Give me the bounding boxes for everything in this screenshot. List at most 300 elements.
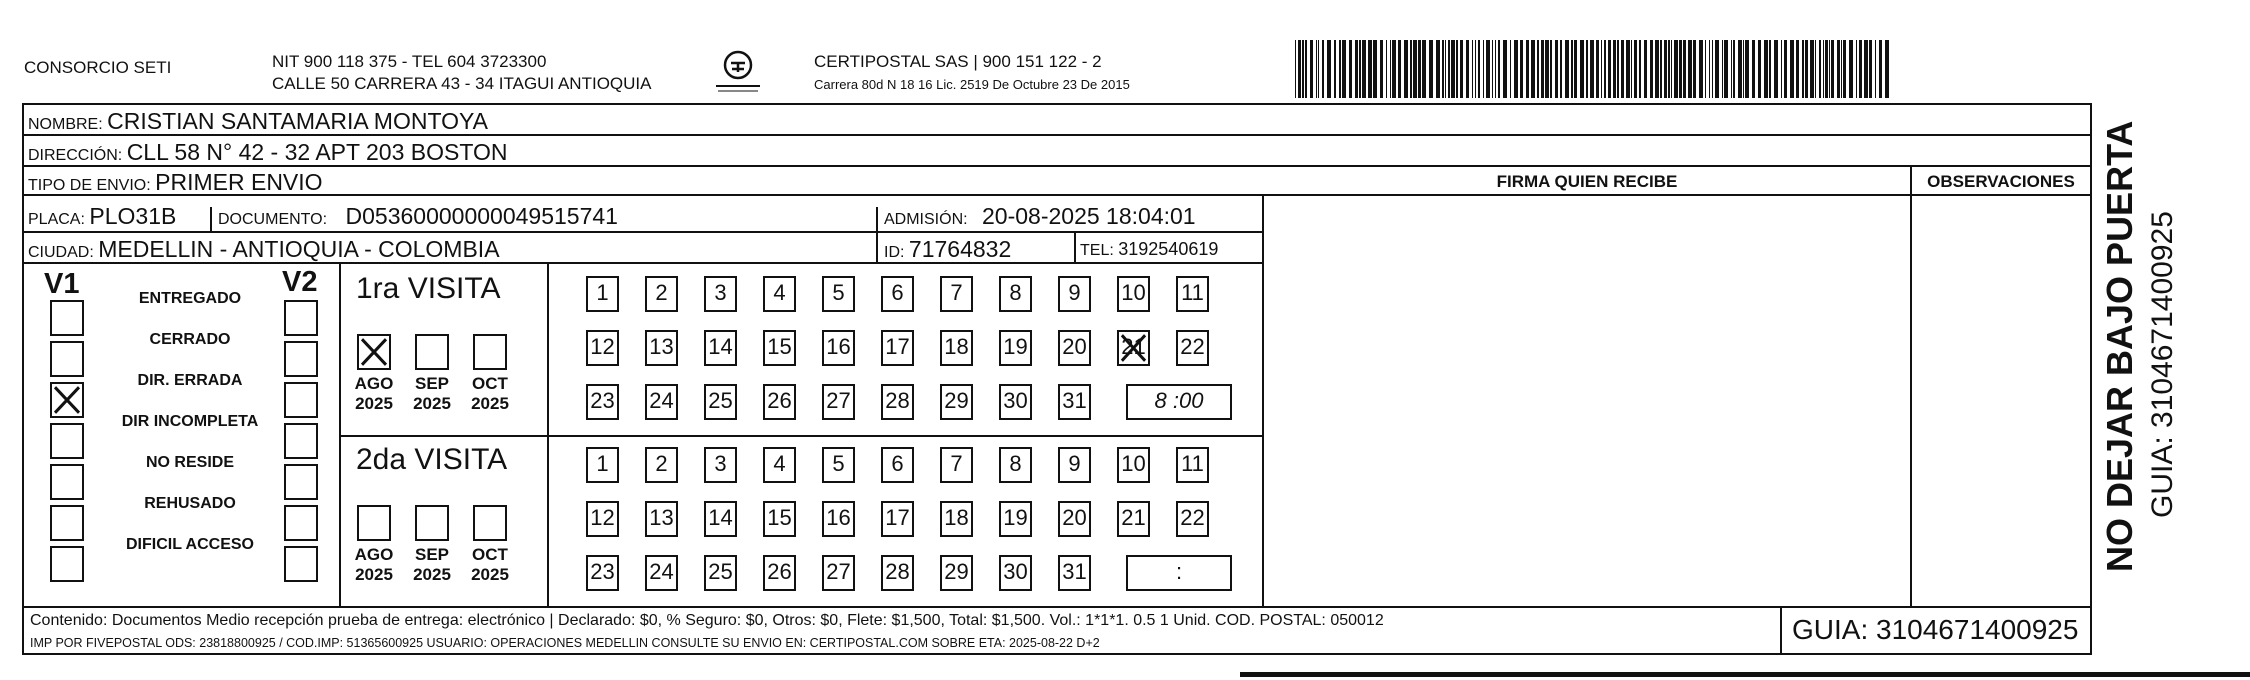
day-number: 17 [885,505,910,530]
barcode-bar [1545,40,1549,98]
day-number: 22 [1180,334,1205,359]
barcode-bar [1305,40,1307,98]
day-box[interactable] [999,384,1032,420]
barcode-bar [1864,40,1868,98]
v2-label: V2 [282,266,318,298]
day-number: 6 [891,451,904,476]
barcode-bar [1520,40,1523,98]
barcode-bar [1404,40,1408,98]
day-number: 12 [590,505,615,530]
address-line: CALLE 50 CARRERA 43 - 34 ITAGUI ANTIOQUIA [272,74,652,93]
v1-checkbox[interactable] [50,505,84,541]
day-box[interactable] [940,276,973,312]
day-number: 7 [950,280,963,305]
ciudad-field [28,236,500,263]
day-number: 2 [655,451,668,476]
time-box[interactable]: : [1126,555,1232,591]
status-label: DIR. ERRADA [137,372,243,389]
day-box[interactable] [1117,447,1150,483]
day-number: 8 [1009,451,1022,476]
barcode-bar [1359,40,1361,98]
barcode-bar [1859,40,1862,98]
barcode-bar [1688,40,1692,98]
day-box[interactable] [704,276,737,312]
day-box[interactable] [822,384,855,420]
day-box[interactable] [645,501,678,537]
barcode-bar [1392,40,1396,98]
barcode-bar [1724,40,1728,98]
barcode-bar [1580,40,1584,98]
day-number: 15 [767,505,792,530]
day-number: 22 [1180,505,1205,530]
observaciones-header: OBSERVACIONES [1927,172,2075,191]
id-field [884,236,1011,263]
v2-checkbox[interactable] [284,300,318,336]
time-box[interactable]: 8 :00 [1126,384,1232,420]
barcode-bar [1683,40,1686,98]
day-box[interactable] [881,276,914,312]
v1-label: V1 [44,268,80,300]
barcode-bar [1668,40,1670,98]
day-number: 1 [596,451,609,476]
day-box[interactable] [763,501,796,537]
day-box[interactable] [881,384,914,420]
barcode-bar [1644,40,1647,98]
day-box[interactable] [881,501,914,537]
barcode-bar [1571,40,1573,98]
day-box[interactable] [1176,276,1209,312]
barcode-bar [1819,40,1821,98]
month-checkbox[interactable] [357,334,391,370]
day-box[interactable] [940,330,973,366]
barcode-bar [1302,40,1304,98]
day-box[interactable] [999,330,1032,366]
barcode-bar [1310,40,1313,98]
status-label: ENTREGADO [138,290,242,307]
barcode-bar [1634,40,1637,98]
day-box[interactable] [1058,555,1091,591]
barcode-bar [1386,40,1387,98]
barcode-bar [1342,40,1346,98]
barcode-bar [1626,40,1630,98]
day-box[interactable] [763,555,796,591]
barcode-bar [1373,40,1377,98]
barcode-bar [1758,40,1761,98]
barcode-bar [1621,40,1624,98]
visit1-title: 1ra VISITA [356,272,501,305]
barcode-bar [1613,40,1616,98]
barcode-bar [1295,40,1296,98]
day-number: 9 [1068,280,1081,305]
barcode-bar [1475,40,1476,98]
day-number: 19 [1003,505,1028,530]
barcode-bar [1492,40,1493,98]
status-label: NO RESIDE [145,454,234,471]
barcode-bar [1738,40,1742,98]
day-box[interactable] [645,276,678,312]
day-number: 24 [649,388,674,413]
firma-header: FIRMA QUIEN RECIBE [1496,172,1678,191]
barcode-bar [1495,40,1496,98]
barcode-bar [1498,40,1500,98]
barcode-bar [1478,40,1480,98]
barcode-bar [1743,40,1744,98]
barcode-bar [1322,40,1324,98]
day-box[interactable] [940,555,973,591]
documento-value: D05360000000049515741 [345,203,618,229]
day-box[interactable] [881,447,914,483]
day-number: 29 [944,388,969,413]
v2-checkbox[interactable] [284,546,318,582]
barcode-bar [1550,40,1552,98]
documento-field [218,203,618,230]
placa-value: PLO31B [89,203,177,229]
barcode-bar [1769,40,1771,98]
day-number: 25 [708,559,733,584]
month-label [461,545,519,585]
placa-label: PLACA: [28,211,85,228]
day-box[interactable] [586,501,619,537]
day-box[interactable] [822,447,855,483]
day-box[interactable] [1117,276,1150,312]
day-number: 29 [944,559,969,584]
barcode-bar [1837,40,1840,98]
day-box[interactable] [881,330,914,366]
imp-line: IMP POR FIVEPOSTAL ODS: 23818800925 / COD.IMP: 51365600925 USUARIO: OPERACIONES MEDELLIN CONSULTE SU ENVIO EN: CERTIPOSTAL.COM SOBRE ETA: 2025-08-22 D+2 [30,636,1100,650]
barcode-bar [1790,40,1794,98]
barcode-bar [1514,40,1518,98]
day-number: 19 [1003,334,1028,359]
barcode-bar [1448,40,1450,98]
ciudad-label: CIUDAD: [28,244,94,261]
day-box[interactable] [704,447,737,483]
barcode-bar [1829,40,1830,98]
barcode-bar [1574,40,1577,98]
day-box[interactable] [763,276,796,312]
month-name: SEP [414,374,450,393]
day-number: 16 [826,334,851,359]
barcode-bar [1650,40,1653,98]
day-box[interactable] [704,555,737,591]
day-box[interactable] [1176,447,1209,483]
day-box[interactable] [1058,276,1091,312]
barcode-bar [1560,40,1562,98]
day-number: 20 [1062,505,1087,530]
barcode-bar [1843,40,1846,98]
barcode-bar [1398,40,1401,98]
paper-edge [1240,672,2250,677]
barcode-bar [1486,40,1490,98]
barcode-bar [1362,40,1366,98]
day-number: 5 [832,280,845,305]
day-box[interactable] [999,555,1032,591]
day-box[interactable] [763,384,796,420]
day-box[interactable] [645,384,678,420]
barcode-bar [1796,40,1799,98]
barcode-bar [1875,40,1876,98]
barcode-bar [1418,40,1421,98]
barcode-bar [1705,40,1706,98]
day-number: 18 [944,505,969,530]
license-line: Carrera 80d N 18 16 Lic. 2519 De Octubre 23 De 2015 [814,77,1130,92]
barcode-bar [1327,40,1331,98]
month-name: OCT [472,374,508,393]
day-number: 3 [714,280,727,305]
certipostal-line: CERTIPOSTAL SAS | 900 151 122 - 2 [814,52,1102,71]
day-box[interactable] [586,384,619,420]
month-label [403,545,461,585]
month-name: AGO [354,545,394,564]
v2-checkbox[interactable] [284,505,318,541]
day-number: 30 [1003,388,1028,413]
barcode-bar [1436,40,1440,98]
barcode-bar [1460,40,1463,98]
barcode-bar [1298,40,1301,98]
barcode-bar [1781,40,1782,98]
barcode-bar [1752,40,1755,98]
barcode-bar [1390,40,1391,98]
nit-line: NIT 900 118 375 - TEL 604 3723300 [272,52,547,71]
day-number: 25 [708,388,733,413]
day-number: 10 [1121,451,1146,476]
barcode-bar [1466,40,1469,98]
barcode-bar [1815,40,1816,98]
contenido-line: Contenido: Documentos Medio recepción prueba de entrega: electrónico | Declarado: $0, % Seguro: $0, Otros: $0, Flete: $1,500, Total: $1,500. Vol.: 1*1*1. 0.5 1 Unid. COD. POSTAL: 050012 [30,612,1384,629]
barcode-bar [1604,40,1606,98]
day-box[interactable] [645,555,678,591]
barcode-bar [1655,40,1659,98]
barcode-bar [1733,40,1735,98]
month-label [403,374,461,414]
barcode-bar [1849,40,1853,98]
day-number: 20 [1062,334,1087,359]
month-checkbox[interactable] [415,505,449,541]
day-number: 18 [944,334,969,359]
barcode-bar [1422,40,1426,98]
barcode-bar [1510,40,1511,98]
day-box[interactable] [881,555,914,591]
barcode-bar [1679,40,1682,98]
barcode-bar [1503,40,1507,98]
day-box[interactable] [763,447,796,483]
status-label: DIFICIL ACCESO [125,536,254,553]
barcode-bar [1802,40,1804,98]
day-number: 27 [826,388,851,413]
day-number: 27 [826,559,851,584]
v1-checkbox[interactable] [50,423,84,459]
day-number: 28 [885,388,910,413]
day-number: 31 [1062,388,1087,413]
month-year: 2025 [355,394,393,413]
v1-checkbox[interactable] [50,300,84,336]
month-label [345,545,403,585]
v1-checkbox[interactable] [50,382,84,418]
day-number: 1 [596,280,609,305]
v2-checkbox[interactable] [284,464,318,500]
barcode-bar [1784,40,1787,98]
barcode-bar [1596,40,1599,98]
guia-footer: GUIA: 3104671400925 [1792,614,2079,645]
day-box[interactable] [822,555,855,591]
month-year: 2025 [413,394,451,413]
direccion-value: CLL 58 N° 42 - 32 APT 203 BOSTON [126,139,508,165]
v2-checkbox[interactable] [284,341,318,377]
day-box[interactable] [822,330,855,366]
barcode-bar [1413,40,1417,98]
day-box[interactable] [999,447,1032,483]
barcode-bar [1660,40,1662,98]
barcode-bar [1764,40,1768,98]
day-number: 31 [1062,559,1087,584]
barcode-bar [1410,40,1412,98]
v1-checkbox[interactable] [50,464,84,500]
v1-checkbox[interactable] [50,341,84,377]
day-box[interactable] [1117,330,1150,366]
barcode-bar [1472,40,1473,98]
company-name: CONSORCIO SETI [24,58,172,77]
day-box[interactable] [645,330,678,366]
day-box[interactable] [1176,501,1209,537]
barcode-bar [1805,40,1808,98]
status-label: DIR INCOMPLETA [121,413,259,430]
tipo-envio-value: PRIMER ENVIO [155,169,323,195]
tipo-envio-field [28,169,323,196]
month-year: 2025 [355,565,393,584]
barcode-bar [1318,40,1319,98]
barcode-bar [1745,40,1749,98]
day-box[interactable] [586,555,619,591]
placa-field [28,203,176,230]
admision-field [884,203,1196,230]
day-box[interactable] [704,384,737,420]
month-name: AGO [354,374,394,393]
v2-checkbox[interactable] [284,423,318,459]
barcode-bar [1712,40,1713,98]
barcode-bar [1339,40,1341,98]
month-year: 2025 [413,565,451,584]
barcode-bar [1693,40,1696,98]
month-checkbox[interactable] [415,334,449,370]
tel-label: TEL: [1080,242,1114,259]
barcode-bar [1856,40,1857,98]
barcode-bar [1731,40,1732,98]
day-box[interactable] [822,276,855,312]
day-box[interactable] [940,501,973,537]
day-number: 15 [767,334,792,359]
no-dejar-bajo-puerta: NO DEJAR BAJO PUERTA [2099,120,2140,572]
month-checkbox[interactable] [473,334,507,370]
day-box[interactable] [1058,384,1091,420]
barcode-bar [1841,40,1842,98]
barcode-bar [1586,40,1588,98]
v1-checkbox[interactable] [50,546,84,582]
day-box[interactable] [1117,501,1150,537]
day-box[interactable] [704,330,737,366]
day-box[interactable] [586,276,619,312]
barcode-bar [1810,40,1814,98]
day-number: 23 [590,388,615,413]
day-number: 5 [832,451,845,476]
day-number: 13 [649,505,674,530]
tel-value: 3192540619 [1118,239,1219,259]
day-number: 14 [708,334,733,359]
day-number: 24 [649,559,674,584]
barcode-bar [1368,40,1372,98]
day-box[interactable] [822,501,855,537]
nombre-label: NOMBRE: [28,116,103,133]
barcode-bar [1429,40,1433,98]
month-checkbox[interactable] [473,505,507,541]
barcode-bar [1531,40,1535,98]
barcode-bar [1483,40,1484,98]
month-checkbox[interactable] [357,505,391,541]
day-number: 21 [1121,334,1146,359]
nombre-field [28,108,488,135]
barcode-bar [1671,40,1672,98]
day-box[interactable] [999,501,1032,537]
barcode-bar [1617,40,1619,98]
day-number: 13 [649,334,674,359]
status-label: REHUSADO [144,495,236,512]
barcode-bar [1451,40,1455,98]
barcode-bar [1699,40,1703,98]
month-year: 2025 [471,565,509,584]
id-label: ID: [884,244,905,261]
barcode-bar [1869,40,1872,98]
nombre-value: CRISTIAN SANTAMARIA MONTOYA [107,108,488,134]
day-box[interactable] [586,447,619,483]
v2-checkbox[interactable] [284,382,318,418]
day-number: 4 [773,451,786,476]
barcode-bar [1601,40,1602,98]
day-box[interactable] [586,330,619,366]
barcode-bar [1774,40,1778,98]
barcode-bar [1631,40,1632,98]
day-box[interactable] [1058,501,1091,537]
day-box[interactable] [1176,330,1209,366]
barcode-bar [1715,40,1719,98]
day-box[interactable] [645,447,678,483]
day-number: 30 [1003,559,1028,584]
day-number: 3 [714,451,727,476]
barcode-bar [1565,40,1569,98]
day-box[interactable] [763,330,796,366]
barcode-bar [1590,40,1594,98]
tipo-envio-label: TIPO DE ENVIO: [28,177,151,194]
month-name: OCT [472,545,508,564]
barcode-bar [1823,40,1824,98]
day-number: 8 [1009,280,1022,305]
day-box[interactable] [1058,447,1091,483]
x-mark-icon [1119,332,1148,364]
guia-side: GUIA: 3104671400925 [2146,211,2179,518]
day-number: 21 [1121,505,1146,530]
documento-label: DOCUMENTO: [218,211,328,228]
day-number: 4 [773,280,786,305]
barcode-bar [1541,40,1544,98]
day-number: 11 [1181,451,1204,476]
day-box[interactable] [999,276,1032,312]
day-box[interactable] [704,501,737,537]
day-box[interactable] [1058,330,1091,366]
barcode-bar [1526,40,1529,98]
certipostal-logo-icon [712,48,764,94]
day-box[interactable] [940,384,973,420]
day-number: 17 [885,334,910,359]
day-box[interactable] [940,447,973,483]
barcode-bar [1885,40,1889,98]
barcode-bar [1608,40,1611,98]
